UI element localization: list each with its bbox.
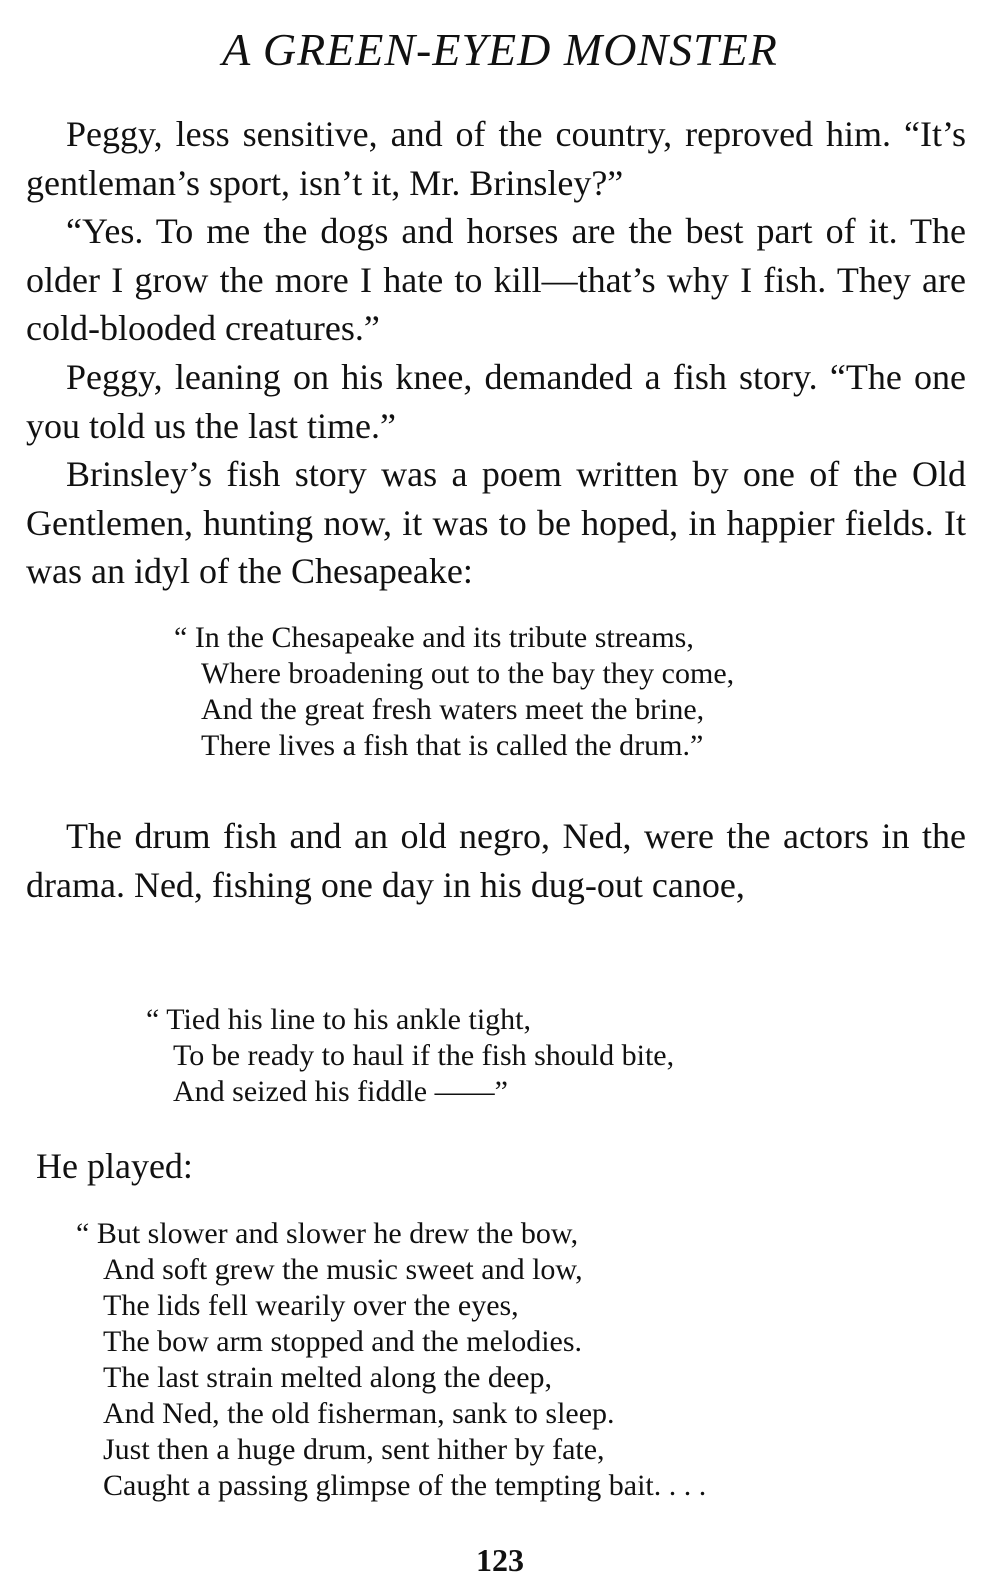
verse-line: And soft grew the music sweet and low,: [103, 1253, 583, 1286]
verse-line: “ Tied his line to his ankle tight,: [146, 1003, 532, 1036]
paragraph-poem-intro: Brinsley’s fish story was a poem written by one of the Old Gentlemen, hunting now, it was to be hoped, in happier fields. It was an idyl of the Chesapeake:: [26, 454, 966, 592]
paragraph-brinsley-reply: “Yes. To me the dogs and horses are the best part of it. The older I grow the more I hate to kill—that’s why I fish. They are cold-blooded creatures.”: [26, 211, 966, 349]
verse-line: To be ready to haul if the fish should bite,: [173, 1039, 675, 1072]
verse-line: Just then a huge drum, sent hither by fate,: [103, 1433, 605, 1466]
verse-line: Caught a passing glimpse of the tempting bait. . . .: [103, 1469, 707, 1502]
opening-prose: [26, 110, 966, 596]
verse-line: The last strain melted along the deep,: [103, 1361, 553, 1394]
paragraph-he-played: He played:: [36, 1146, 193, 1186]
verse-line: “ In the Chesapeake and its tribute streams,: [174, 621, 694, 654]
verse-slower-bow: [76, 1216, 706, 1504]
he-played-prose: [26, 1142, 966, 1191]
page-number: 123: [476, 1542, 524, 1578]
running-title: A GREEN-EYED MONSTER: [222, 24, 778, 75]
verse-tied-line: [146, 1002, 674, 1110]
verse-line: And the great fresh waters meet the brine,: [201, 693, 705, 726]
verse-line: “ But slower and slower he drew the bow,: [76, 1217, 579, 1250]
paragraph-fish-story-request: Peggy, leaning on his knee, demanded a fish story. “The one you told us the last time.”: [26, 356, 966, 446]
drum-fish-prose: [26, 812, 966, 909]
verse-line: And Ned, the old fisherman, sank to sleep.: [103, 1397, 615, 1430]
paragraph-drum-fish-actors: The drum fish and an old negro, Ned, were the actors in the drama. Ned, fishing one day in his dug-out canoe,: [26, 816, 966, 905]
verse-chesapeake: [174, 620, 734, 764]
verse-line: There lives a fish that is called the drum.”: [201, 729, 704, 762]
paragraph-peggy-reproved: Peggy, less sensitive, and of the country, reproved him. “It’s gentleman’s sport, isn’t it, Mr. Brinsley?”: [26, 114, 966, 203]
verse-line: The bow arm stopped and the melodies.: [103, 1325, 583, 1358]
verse-line: And seized his fiddle ——”: [173, 1075, 508, 1108]
verse-line: Where broadening out to the bay they come,: [201, 657, 735, 690]
verse-line: The lids fell wearily over the eyes,: [103, 1289, 519, 1322]
